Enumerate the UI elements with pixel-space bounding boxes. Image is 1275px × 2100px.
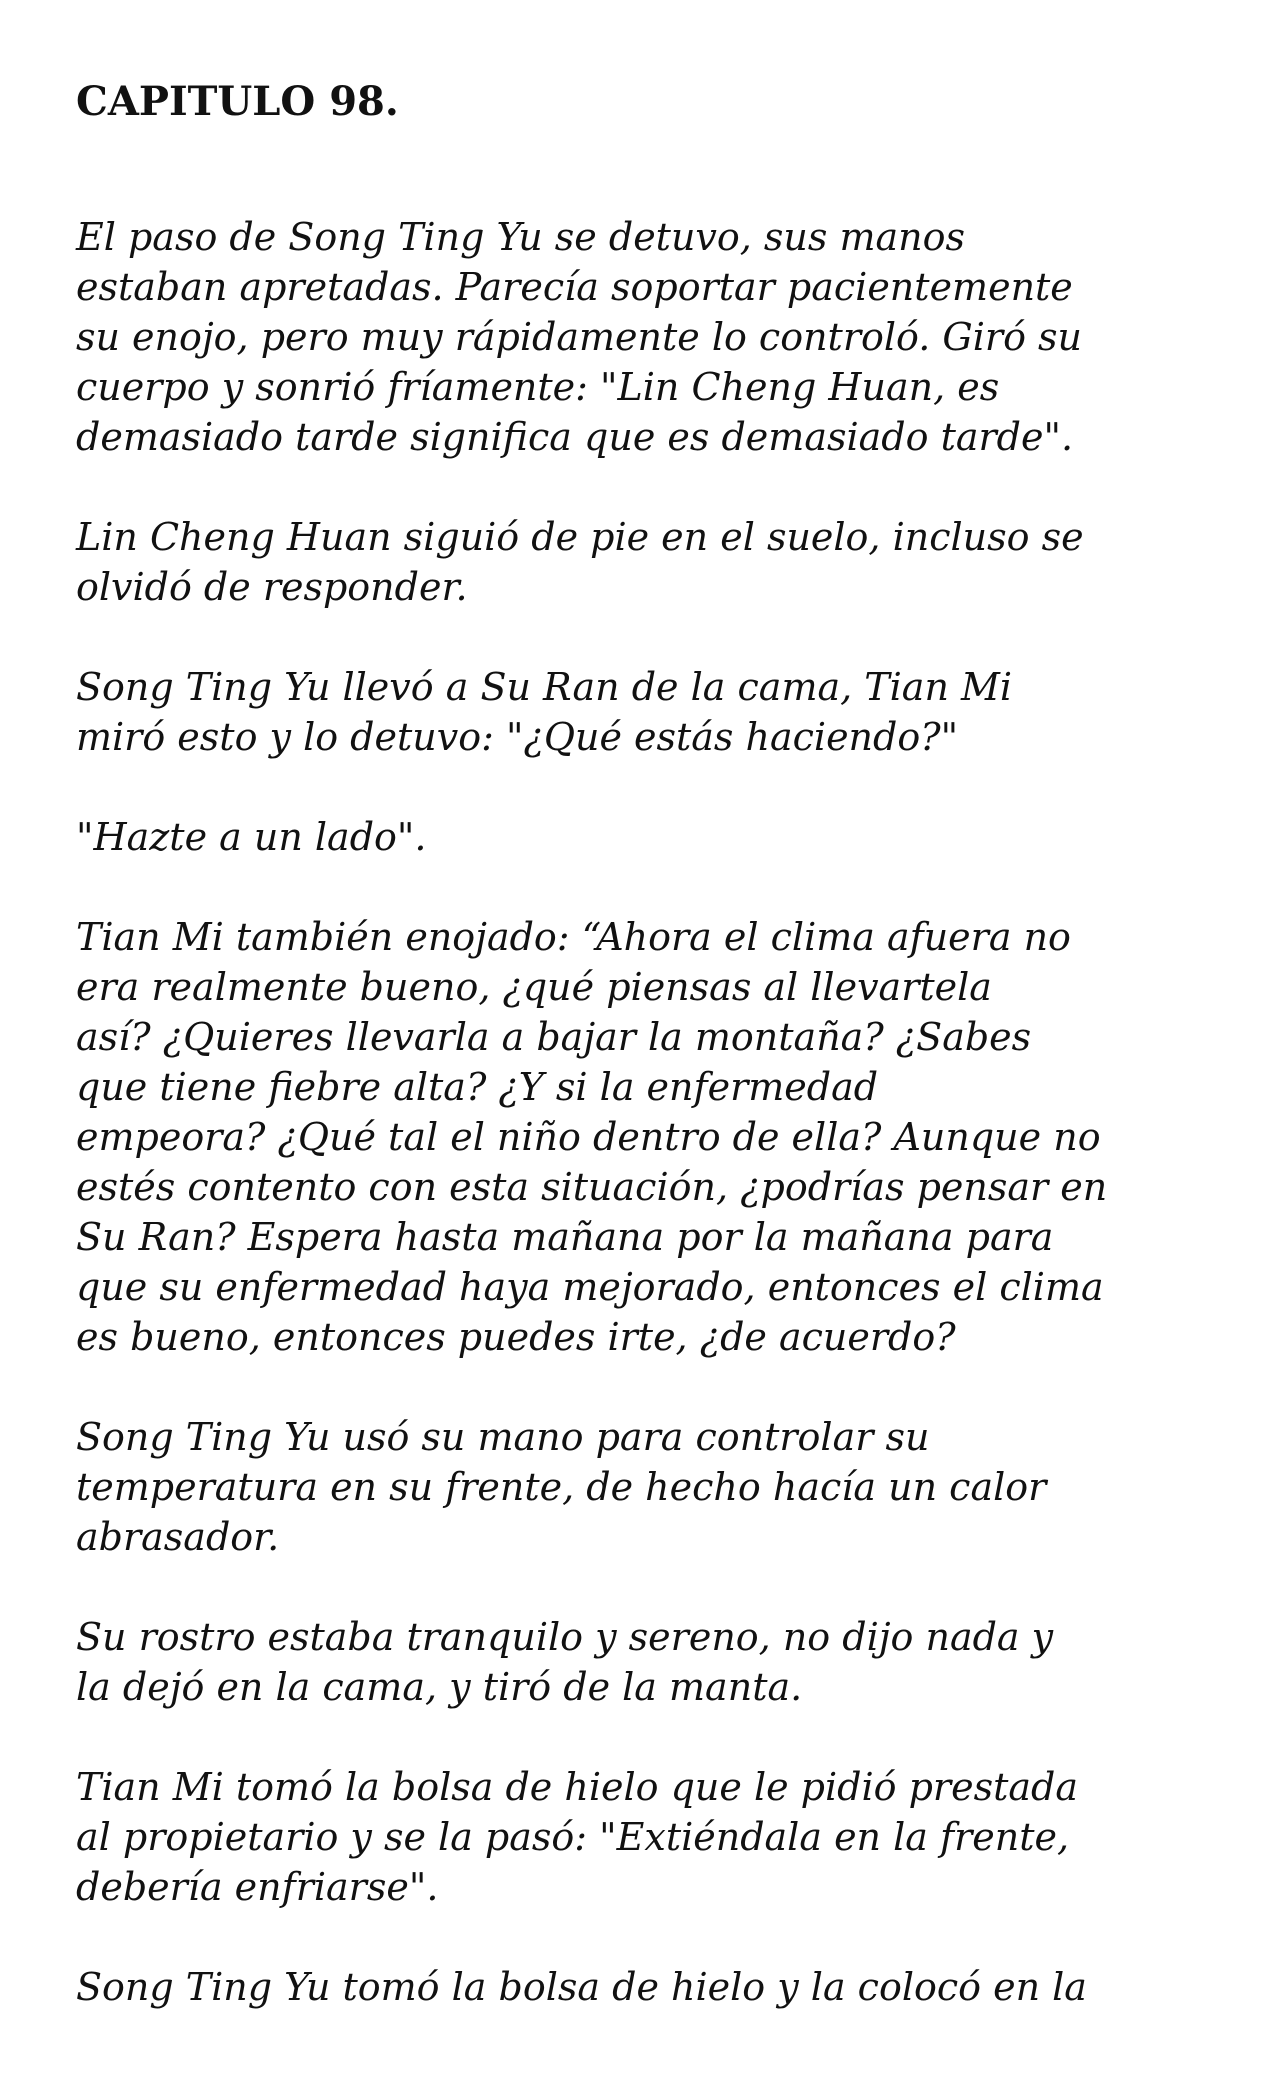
paragraph-line: era realmente bueno, ¿qué piensas al llevartela: [76, 965, 992, 1009]
paragraph-line: la dejó en la cama, y tiró de la manta.: [76, 1665, 803, 1709]
paragraph: [76, 912, 1205, 1362]
paragraph-line: demasiado tarde significa que es demasiado tarde".: [76, 415, 1074, 459]
paragraph-line: miró esto y lo detuvo: "¿Qué estás haciendo?": [76, 715, 959, 759]
paragraph-line: Song Ting Yu tomó la bolsa de hielo y la colocó en la: [76, 1965, 1087, 2009]
paragraph-line: Tian Mi también enojado: “Ahora el clima afuera no: [76, 915, 1071, 959]
paragraph-line: Tian Mi tomó la bolsa de hielo que le pidió prestada: [76, 1765, 1078, 1809]
paragraph: [76, 1412, 1205, 1562]
paragraph-line: es bueno, entonces puedes irte, ¿de acuerdo?: [76, 1315, 956, 1359]
paragraph: [76, 1612, 1205, 1712]
paragraph: [76, 812, 1205, 862]
paragraph-line: que su enfermedad haya mejorado, entonces el clima: [76, 1265, 1104, 1309]
paragraph-line: Song Ting Yu usó su mano para controlar su: [76, 1415, 930, 1459]
paragraph-line: que tiene fiebre alta? ¿Y si la enfermedad: [76, 1065, 879, 1109]
paragraph-line: así? ¿Quieres llevarla a bajar la montaña? ¿Sabes: [76, 1015, 1032, 1059]
paragraph-line: "Hazte a un lado".: [76, 815, 427, 859]
paragraph-line: estaban apretadas. Parecía soportar pacientemente: [76, 265, 1073, 309]
paragraph-line: cuerpo y sonrió fríamente: "Lin Cheng Huan, es: [76, 365, 1000, 409]
paragraph: [76, 1762, 1205, 1912]
paragraph: [76, 662, 1205, 762]
paragraph-line: Su rostro estaba tranquilo y sereno, no dijo nada y: [76, 1615, 1054, 1659]
paragraph: [76, 512, 1205, 612]
paragraph-line: su enojo, pero muy rápidamente lo controló. Giró su: [76, 315, 1082, 359]
paragraph-line: estés contento con esta situación, ¿podrías pensar en: [76, 1165, 1108, 1209]
paragraph-line: abrasador.: [76, 1515, 280, 1559]
paragraph-line: temperatura en su frente, de hecho hacía un calor: [76, 1465, 1047, 1509]
chapter-title: CAPITULO 98.: [76, 78, 399, 125]
paragraph-line: al propietario y se la pasó: "Extiéndala en la frente,: [76, 1815, 1070, 1859]
paragraph: [76, 212, 1205, 462]
chapter-body: [76, 212, 1205, 2012]
paragraph-line: Su Ran? Espera hasta mañana por la mañana para: [76, 1215, 1054, 1259]
paragraph-line: Song Ting Yu llevó a Su Ran de la cama, Tian Mi: [76, 665, 1013, 709]
paragraph-line: empeora? ¿Qué tal el niño dentro de ella? Aunque no: [76, 1115, 1101, 1159]
paragraph: [76, 1962, 1205, 2012]
paragraph-line: debería enfriarse".: [76, 1865, 439, 1909]
paragraph-line: El paso de Song Ting Yu se detuvo, sus manos: [76, 215, 966, 259]
paragraph-line: olvidó de responder.: [76, 565, 468, 609]
paragraph-line: Lin Cheng Huan siguió de pie en el suelo, incluso se: [76, 515, 1084, 559]
